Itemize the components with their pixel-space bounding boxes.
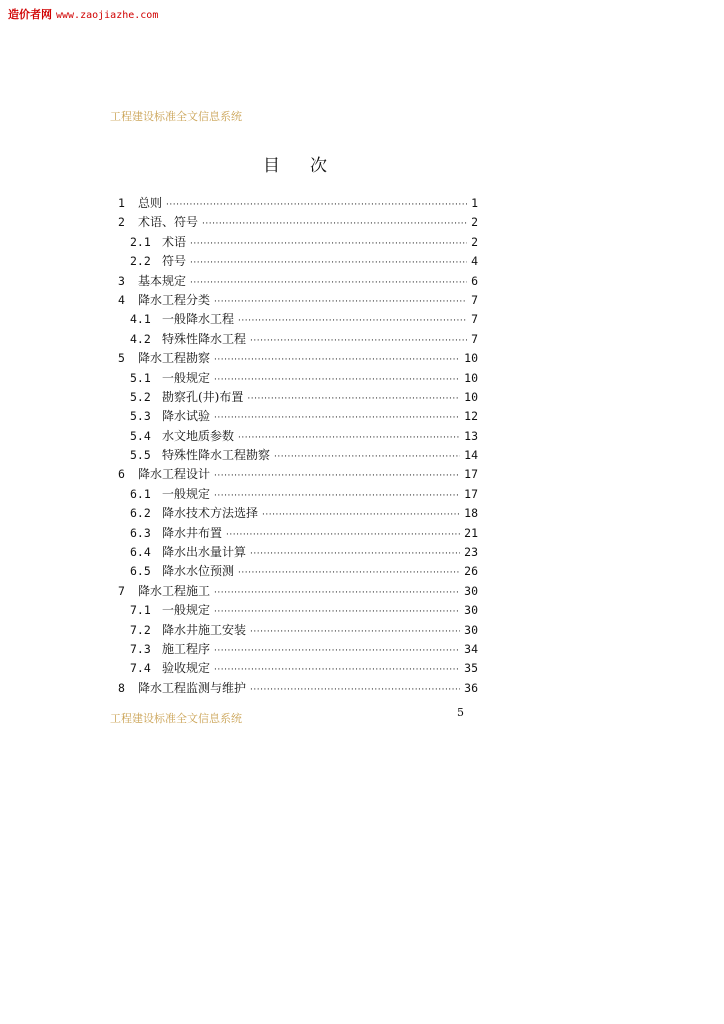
toc-entry-number: 2 [118, 215, 125, 230]
toc-leader-dots [262, 506, 460, 525]
toc-entry-number: 4.1 [130, 312, 151, 327]
toc-entry [110, 310, 478, 329]
toc-entry-number: 6.1 [130, 486, 151, 501]
toc-entry-number: 6.3 [130, 525, 151, 540]
toc-entry-number: 1 [118, 196, 125, 210]
system-header: 工程建设标准全文信息系统 [110, 110, 242, 123]
toc-entry [110, 407, 478, 426]
toc-entry-page: 35 [464, 661, 478, 676]
toc-entry-label: 一般规定 [162, 603, 211, 618]
table-of-contents [110, 194, 478, 698]
toc-leader-dots [214, 371, 460, 390]
site-watermark [8, 6, 158, 22]
toc-entry-label: 降水工程设计 [138, 467, 211, 482]
toc-entry-label: 降水水位预测 [162, 564, 235, 579]
toc-entry-page: 30 [464, 622, 478, 637]
toc-entry-page: 7 [471, 292, 478, 307]
toc-leader-dots [214, 293, 467, 312]
toc-entry-label: 术语 [162, 234, 187, 249]
toc-entry-number: 7.1 [130, 603, 151, 618]
toc-leader-dots [190, 274, 467, 293]
toc-leader-dots [247, 390, 460, 409]
toc-leader-dots [250, 623, 460, 642]
toc-entry [110, 582, 478, 601]
toc-entry-page: 6 [471, 273, 478, 288]
toc-title-char-1: 目 [263, 156, 280, 176]
page-number: 5 [457, 706, 464, 719]
toc-entry-page: 7 [471, 312, 478, 327]
toc-leader-dots [214, 351, 460, 370]
toc-entry-label: 降水技术方法选择 [162, 506, 259, 521]
toc-entry-number: 8 [118, 680, 125, 695]
toc-entry [110, 562, 478, 581]
toc-entry-page: 2 [471, 215, 478, 230]
toc-entry-number: 2.1 [130, 234, 151, 249]
toc-entry-page: 10 [464, 389, 478, 404]
toc-entry-label: 符号 [162, 254, 187, 269]
toc-entry-label: 特殊性降水工程勘察 [162, 448, 271, 463]
toc-entry-number: 6.4 [130, 545, 151, 560]
watermark-url: www.zaojiazhe.com [56, 10, 159, 21]
toc-entry-number: 6.2 [130, 506, 151, 521]
toc-title-char-2: 次 [310, 156, 327, 176]
toc-leader-dots [238, 312, 467, 331]
toc-entry-page: 17 [464, 486, 478, 501]
toc-entry-label: 勘察孔(井)布置 [162, 389, 244, 404]
toc-entry-label: 降水工程监测与维护 [138, 680, 247, 695]
toc-entry [110, 427, 478, 446]
toc-entry-number: 7.2 [130, 622, 151, 637]
toc-entry-page: 26 [464, 564, 478, 579]
toc-entry-number: 7.3 [130, 641, 151, 656]
toc-entry-page: 21 [464, 525, 478, 540]
toc-entry-page: 10 [464, 370, 478, 385]
toc-leader-dots [274, 448, 460, 467]
toc-entry [110, 272, 478, 291]
toc-leader-dots [190, 254, 467, 273]
toc-entry-page: 18 [464, 506, 478, 521]
toc-entry-label: 降水工程施工 [138, 583, 211, 598]
toc-entry [110, 524, 478, 543]
toc-entry-label: 降水出水量计算 [162, 545, 247, 560]
toc-entry-number: 5.4 [130, 428, 151, 443]
toc-entry [110, 291, 478, 310]
toc-leader-dots [166, 196, 467, 215]
toc-entry-page: 17 [464, 467, 478, 482]
toc-entry-label: 基本规定 [138, 273, 187, 288]
toc-entry-label: 降水工程勘察 [138, 351, 211, 366]
toc-title [0, 151, 590, 176]
toc-entry-page: 36 [464, 680, 478, 695]
system-footer: 工程建设标准全文信息系统 [110, 712, 242, 725]
toc-entry [110, 465, 478, 484]
toc-entry-label: 一般降水工程 [162, 312, 235, 327]
toc-entry [110, 388, 478, 407]
toc-entry-label: 总则 [138, 196, 163, 210]
toc-entry-label: 降水井布置 [162, 525, 223, 540]
toc-entry-number: 5 [118, 351, 125, 366]
toc-leader-dots [214, 642, 460, 661]
toc-entry-label: 一般规定 [162, 370, 211, 385]
toc-entry-page: 30 [464, 603, 478, 618]
toc-leader-dots [250, 681, 460, 700]
toc-entry-page: 30 [464, 583, 478, 598]
toc-entry-label: 降水工程分类 [138, 292, 211, 307]
toc-leader-dots [226, 526, 460, 545]
toc-entry-number: 4.2 [130, 331, 151, 346]
toc-entry-page: 34 [464, 641, 478, 656]
watermark-site-name: 造价者网 [8, 8, 52, 21]
toc-entry-number: 6 [118, 467, 125, 482]
toc-entry-page: 4 [471, 254, 478, 269]
toc-entry-number: 2.2 [130, 254, 151, 269]
toc-entry [110, 233, 478, 252]
toc-entry [110, 504, 478, 523]
toc-leader-dots [238, 564, 460, 583]
toc-entry-number: 7.4 [130, 661, 151, 676]
toc-entry-page: 12 [464, 409, 478, 424]
toc-entry-number: 6.5 [130, 564, 151, 579]
toc-leader-dots [250, 332, 467, 351]
toc-entry [110, 369, 478, 388]
toc-entry-label: 术语、符号 [138, 215, 199, 230]
toc-entry-page: 13 [464, 428, 478, 443]
toc-entry-page: 14 [464, 448, 478, 463]
toc-entry [110, 194, 478, 213]
toc-entry [110, 640, 478, 659]
toc-entry [110, 621, 478, 640]
toc-entry-page: 7 [471, 331, 478, 346]
toc-entry-number: 5.1 [130, 370, 151, 385]
toc-entry [110, 213, 478, 232]
toc-entry-label: 一般规定 [162, 486, 211, 501]
toc-entry [110, 659, 478, 678]
toc-entry [110, 446, 478, 465]
toc-entry-page: 10 [464, 351, 478, 366]
toc-leader-dots [250, 545, 460, 564]
toc-leader-dots [214, 661, 460, 680]
toc-entry-number: 5.2 [130, 389, 151, 404]
toc-entry [110, 349, 478, 368]
toc-entry-page: 23 [464, 545, 478, 560]
toc-entry-number: 4 [118, 292, 125, 307]
toc-entry-number: 7 [118, 583, 125, 598]
toc-entry-number: 3 [118, 273, 125, 288]
toc-entry [110, 330, 478, 349]
toc-entry [110, 252, 478, 271]
toc-entry [110, 485, 478, 504]
toc-entry [110, 543, 478, 562]
toc-leader-dots [202, 215, 467, 234]
toc-entry-label: 降水井施工安装 [162, 622, 247, 637]
toc-leader-dots [190, 235, 467, 254]
toc-entry-label: 水文地质参数 [162, 428, 235, 443]
toc-entry-label: 验收规定 [162, 661, 211, 676]
toc-leader-dots [238, 429, 460, 448]
toc-leader-dots [214, 467, 460, 486]
toc-entry-number: 5.5 [130, 448, 151, 463]
toc-leader-dots [214, 603, 460, 622]
toc-entry [110, 601, 478, 620]
toc-entry-label: 施工程序 [162, 641, 211, 656]
toc-entry-label: 特殊性降水工程 [162, 331, 247, 346]
toc-entry [110, 679, 478, 698]
toc-leader-dots [214, 409, 460, 428]
toc-entry-label: 降水试验 [162, 409, 211, 424]
toc-leader-dots [214, 584, 460, 603]
toc-entry-number: 5.3 [130, 409, 151, 424]
toc-entry-page: 1 [471, 196, 478, 210]
toc-entry-page: 2 [471, 234, 478, 249]
